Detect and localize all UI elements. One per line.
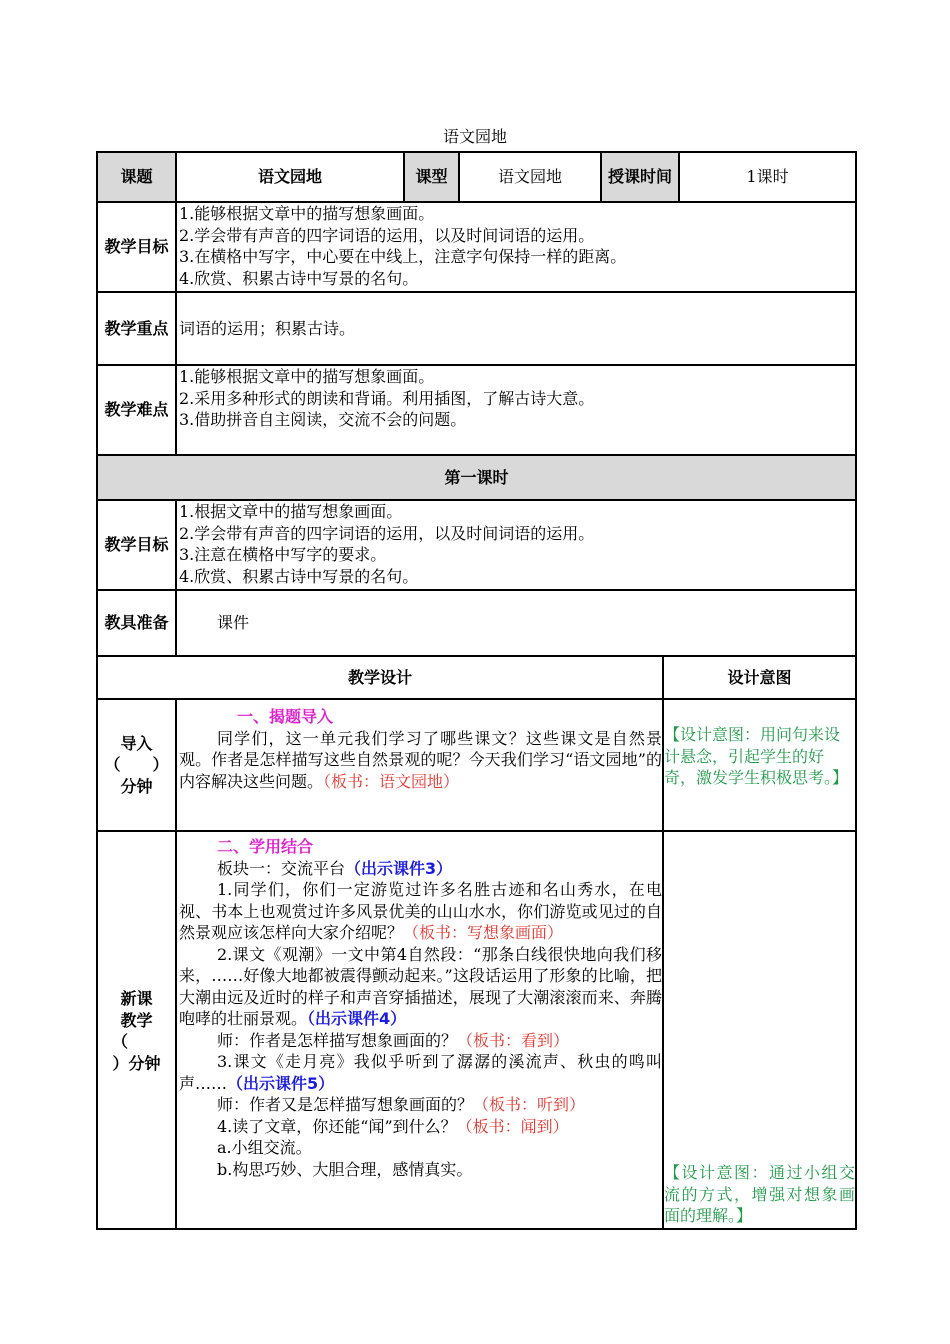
lesson1-row (97, 455, 856, 500)
intro-content (176, 699, 663, 831)
intro-label: 导入 （ ） 分钟 (97, 699, 176, 831)
design-table (96, 655, 857, 1230)
newlesson-label: 新课 教学 （ ）分钟 (97, 831, 176, 1229)
paragraph-6: 4.读了文章，你还能“闻”到什么？（板书：闻到） (217, 1116, 569, 1136)
design-col-heading: 教学设计 (97, 656, 663, 699)
focus-content: 词语的运用；积累古诗。 (176, 292, 856, 365)
board-note: （板书：写想象画面） (403, 923, 564, 942)
newlesson-row (97, 831, 856, 1229)
newlesson-text (179, 836, 662, 1228)
goals-row (97, 202, 856, 292)
intent-col-heading: 设计意图 (663, 656, 856, 699)
goals1-label: 教学目标 (97, 500, 176, 590)
difficulty-line: 2.采用多种形式的朗读和背诵。利用插图，了解古诗大意。 (179, 388, 595, 408)
goals-content (176, 202, 856, 292)
difficulty-line: 3.借助拼音自主阅读，交流不会的问题。 (179, 410, 467, 429)
design-header-row (97, 656, 856, 699)
goals-label: 教学目标 (97, 202, 176, 292)
difficulty-row (97, 365, 856, 455)
tools-label: 教具准备 (97, 590, 176, 656)
lesson1-title: 第一课时 (97, 455, 856, 500)
newlesson-heading: 二、学用结合 (217, 837, 314, 856)
intro-paragraph: 同学们，这一单元我们学习了哪些课文？这些课文是自然景观。作者是怎样描写这些自然景观的呢？今天我们学习“语文园地”的内容解决这些问题。（板书：语文园地） (179, 728, 663, 791)
goal-line: 4.欣赏、积累古诗中写景的名句。 (179, 268, 419, 288)
difficulty-line: 1.能够根据文章中的描写想象画面。 (179, 367, 435, 386)
tools-content: 课件 (176, 590, 856, 656)
type-label: 课型 (404, 152, 459, 202)
type-value: 语文园地 (459, 152, 601, 202)
paragraph-1: 1.同学们，你们一定游览过许多名胜古迹和名山秀水，在电视、书本上也观赏过许多风景优美的山山水水，你们游览或见过的自然景观应该怎样向大家介绍呢？（板书：写想象画面） (179, 880, 663, 942)
topic-label: 课题 (97, 152, 176, 202)
paragraph-7: a.小组交流。 (217, 1138, 312, 1157)
focus-label: 教学重点 (97, 292, 176, 365)
goals1-content (176, 500, 856, 590)
time-label: 授课时间 (601, 152, 679, 202)
lesson-plan-table (96, 151, 857, 657)
focus-row (97, 292, 856, 365)
board-note: （板书：语文园地） (323, 771, 460, 791)
paragraph-5: 师：作者又是怎样描写想象画面的？（板书：听到） (217, 1095, 586, 1114)
goal1-line: 4.欣赏、积累古诗中写景的名句。 (179, 566, 419, 586)
goals1-row (97, 500, 856, 590)
paragraph-2: 2.课文《观潮》一文中第4自然段：“那条白线很快地向我们移来，……好像大地都被震得颤动起来。”这段话运用了形象的比喻，把大潮由远及近时的样子和声音穿插描述，展现了大潮滚滚而来、奔腾咆哮的壮丽景观。（出示课件4） (179, 944, 663, 1028)
tools-row (97, 590, 856, 656)
courseware-4: （出示课件4） (307, 1009, 407, 1028)
time-value: 1课时 (679, 152, 856, 202)
courseware-3: （出示课件3） (345, 858, 453, 878)
block-title: 板块一：交流平台（出示课件3） (217, 858, 453, 878)
goal-line: 2.学会带有声音的四字词语的运用，以及时间词语的运用。 (179, 225, 595, 245)
difficulty-label: 教学难点 (97, 365, 176, 455)
intro-row (97, 699, 856, 831)
board-note: （板书：看到） (457, 1030, 570, 1050)
difficulty-content (176, 365, 856, 455)
intro-heading: 一、揭题导入 (237, 707, 334, 726)
paragraph-3: 师：作者是怎样描写想象画面的？（板书：看到） (217, 1030, 570, 1050)
intro-intent: 【设计意图：用问句来设计悬念，引起学生的好奇，激发学生积极思考。】 (663, 699, 856, 831)
goal1-line: 2.学会带有声音的四字词语的运用，以及时间词语的运用。 (179, 523, 595, 543)
newlesson-content (176, 831, 663, 1229)
goal1-line: 3.注意在横格中写字的要求。 (179, 545, 387, 564)
goal-line: 1.能够根据文章中的描写想象画面。 (179, 204, 435, 223)
courseware-5: （出示课件5） (227, 1073, 335, 1093)
topic-value: 语文园地 (176, 152, 404, 202)
board-note: （板书：听到） (473, 1095, 586, 1114)
goal-line: 3.在横格中写字，中心要在中线上，注意字句保持一样的距离。 (179, 247, 627, 266)
newlesson-intent: 【设计意图：通过小组交流的方式，增强对想象画面的理解。】 (663, 831, 856, 1229)
paragraph-8: b.构思巧妙、大胆合理，感情真实。 (217, 1159, 473, 1179)
board-note: （板书：闻到） (456, 1116, 569, 1136)
paragraph-4: 3.课文《走月亮》我似乎听到了潺潺的溪流声、秋虫的鸣叫声……（出示课件5） (179, 1052, 663, 1093)
header-row (97, 152, 856, 202)
goal1-line: 1.根据文章中的描写想象画面。 (179, 502, 403, 521)
document-title: 语文园地 (442, 127, 507, 146)
